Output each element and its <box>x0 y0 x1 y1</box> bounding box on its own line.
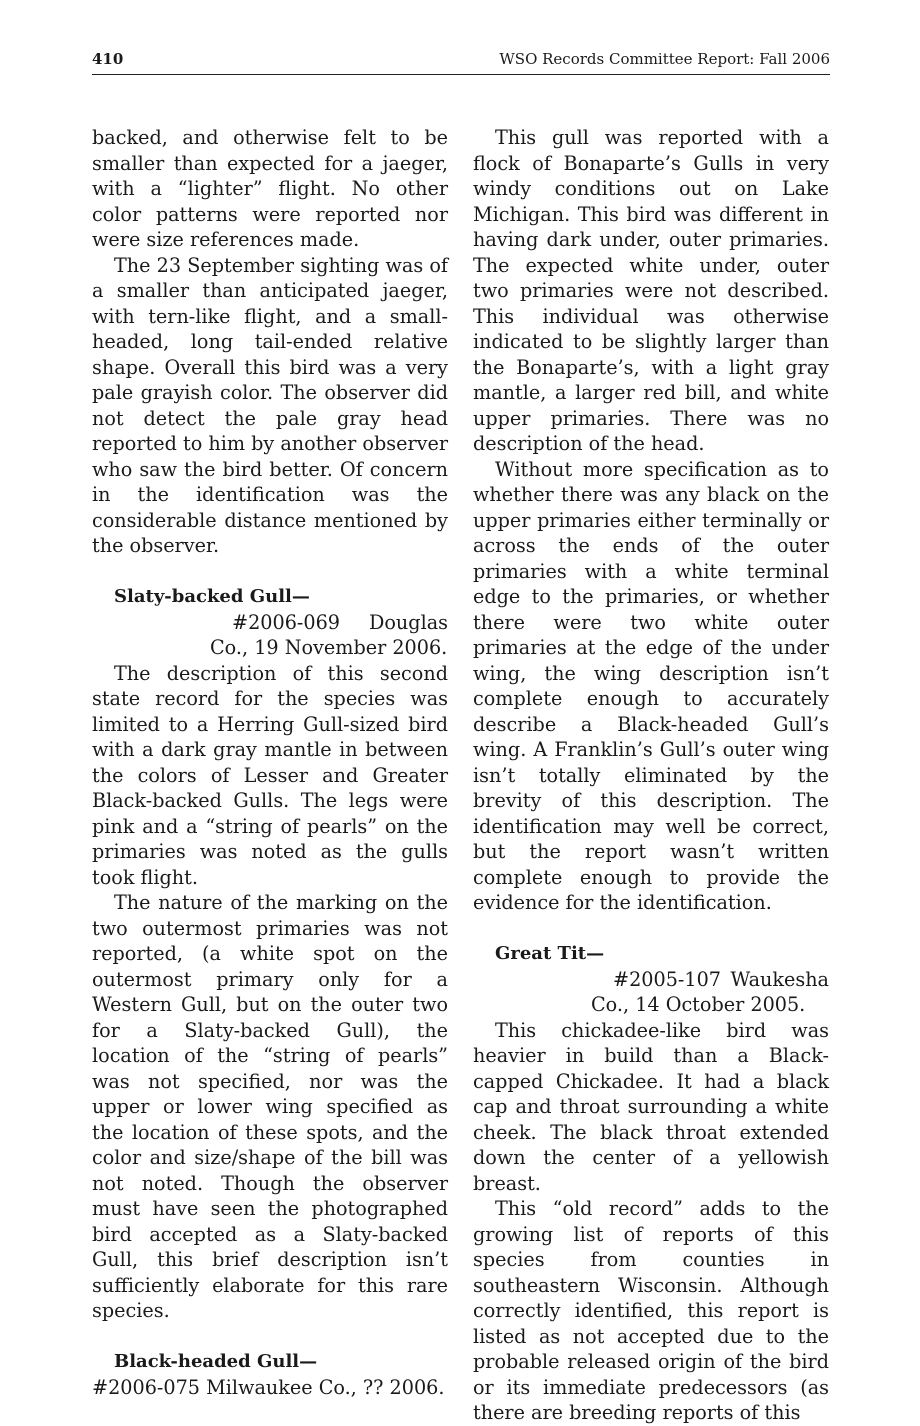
paragraph: The 23 September sighting was of a smaller than anticipated jaeger, with tern-like flight, and a small-headed, long tail-ended relative shape. Overall this bird was a very pale grayish color. The observer did not detect the pale gray head reported to him by another observer who saw the bird better. Of concern in the identification was the considerable distance mentioned by the observer. <box>92 253 448 557</box>
species-heading-slaty-backed-gull: Slaty-backed Gull— <box>114 586 310 607</box>
record-line: #2006-069 Douglas Co., 19 November 2006. <box>210 610 448 659</box>
paragraph: This chickadee-like bird was heavier in build than a Black-capped Chickadee. It had a black cap and throat surrounding a white cheek. The black throat extended down the center of a yellowish breast. <box>473 1018 829 1195</box>
running-title: WSO Records Committee Report: Fall 2006 <box>499 50 830 68</box>
paragraph: The description of this second state record for the species was limited to a Herring Gull-sized bird with a dark gray mantle in between the colors of Lesser and Greater Black-backed Gulls. The legs were pink and a “string of pearls” on the primaries was noted as the gulls took flight. <box>92 661 448 889</box>
paragraph: backed, and otherwise felt to be smaller than expected for a jaeger, with a “lighter” flight. No other color patterns were reported nor were size references made. <box>92 126 448 251</box>
paragraph: The nature of the marking on the two outermost primaries was not reported, (a white spot on the outermost primary only for a Western Gull, but on the outer two for a Slaty-backed Gull), the location of the “string of pearls” was not specified, nor was the upper or lower wing specified as the location of these spots, and the color and size/shape of the bill was not noted. Though the observer must have seen the photographed bird accepted as a Slaty-backed Gull, this brief description isn’t sufficiently elaborate for this rare species. <box>92 891 448 1322</box>
paragraph: This “old record” adds to the growing list of reports of this species from counties in southeastern Wisconsin. Although correctly identified, this report is listed as not accepted due to the probable released origin of the bird or its immediate predecessors (as there are breeding reports of this <box>473 1197 829 1424</box>
right-column <box>473 125 829 1426</box>
species-heading-black-headed-gull: Black-headed Gull— <box>114 1351 318 1372</box>
record-line: #2006-075 Milwaukee Co., ?? 2006. <box>92 1375 445 1399</box>
left-column <box>92 125 448 1400</box>
species-heading-great-tit: Great Tit— <box>495 943 605 964</box>
record-line: #2005-107 Waukesha Co., 14 October 2005. <box>591 967 829 1016</box>
running-header <box>92 48 830 75</box>
paragraph: Without more specification as to whether there was any black on the upper primaries either terminally or across the ends of the outer primaries with a white terminal edge to the primaries, or whether there were two white outer primaries at the edge of the under wing, the wing description isn’t complete enough to accurately describe a Black-headed Gull’s wing. A Franklin’s Gull’s outer wing isn’t totally eliminated by the brevity of this description. The identification may well be correct, but the report wasn’t written complete enough to provide the evidence for the identification. <box>473 457 829 914</box>
page-number: 410 <box>92 50 124 68</box>
paragraph: This gull was reported with a flock of Bonaparte’s Gulls in very windy conditions out on Lake Michigan. This bird was different in having dark under, outer primaries. The expected white under, outer two primaries were not described. This individual was otherwise indicated to be slightly larger than the Bonaparte’s, with a light gray mantle, a larger red bill, and white upper primaries. There was no description of the head. <box>473 126 829 455</box>
